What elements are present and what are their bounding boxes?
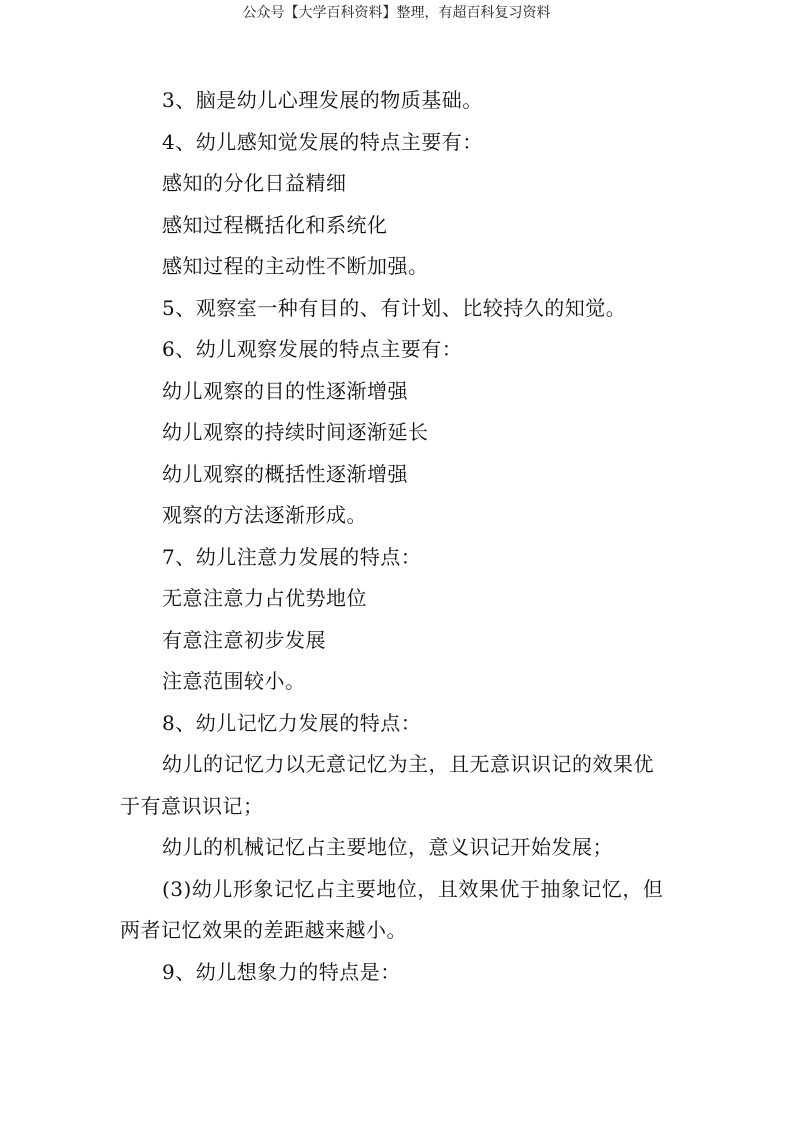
paragraph-memory-heading: 8、幼儿记忆力发展的特点：: [162, 710, 422, 735]
paragraph-observation-item: 幼儿观察的概括性逐渐增强: [162, 461, 408, 486]
paragraph-perception-item: 感知的分化日益精细: [162, 171, 347, 195]
paragraph-attention-heading: 7、幼儿注意力发展的特点：: [162, 544, 422, 569]
paragraph-observation-item: 幼儿观察的目的性逐渐增强: [162, 378, 408, 403]
paragraph-brain-basis: 3、脑是幼儿心理发展的物质基础。: [162, 88, 483, 112]
paragraph-imagination-heading: 9、幼儿想象力的特点是：: [162, 959, 401, 984]
paragraph-observation-item: 观察的方法逐渐形成。: [162, 503, 367, 527]
page-header: 公众号【大学百科资料】整理，有超百科复习资料: [242, 5, 551, 21]
paragraph-observation-item: 幼儿观察的持续时间逐渐延长: [162, 420, 429, 444]
paragraph-memory-item: 幼儿的记忆力以无意记忆为主，且无意识识记的效果优于有意识识记；: [120, 752, 654, 818]
paragraph-observation-heading: 6、幼儿观察发展的特点主要有：: [162, 337, 463, 361]
paragraph-perception-item: 感知过程概括化和系统化: [162, 212, 388, 237]
paragraph-attention-item: 注意范围较小。: [162, 669, 306, 693]
paragraph-perception-heading: 4、幼儿感知觉发展的特点主要有：: [162, 129, 483, 154]
paragraph-perception-item: 感知过程的主动性不断加强。: [162, 254, 429, 278]
paragraph-memory-item: (3)幼儿形象记忆占主要地位，且效果优于抽象记忆，但两者记忆效果的差距越来越小。: [120, 876, 664, 942]
paragraph-memory-item: 幼儿的机械记忆占主要地位，意义识记开始发展；: [162, 835, 613, 859]
paragraph-attention-item: 有意注意初步发展: [162, 627, 326, 652]
paragraph-attention-item: 无意注意力占优势地位: [162, 586, 367, 610]
paragraph-observation-definition: 5、观察室一种有目的、有计划、比较持久的知觉。: [162, 295, 627, 320]
document-body: [120, 80, 680, 993]
